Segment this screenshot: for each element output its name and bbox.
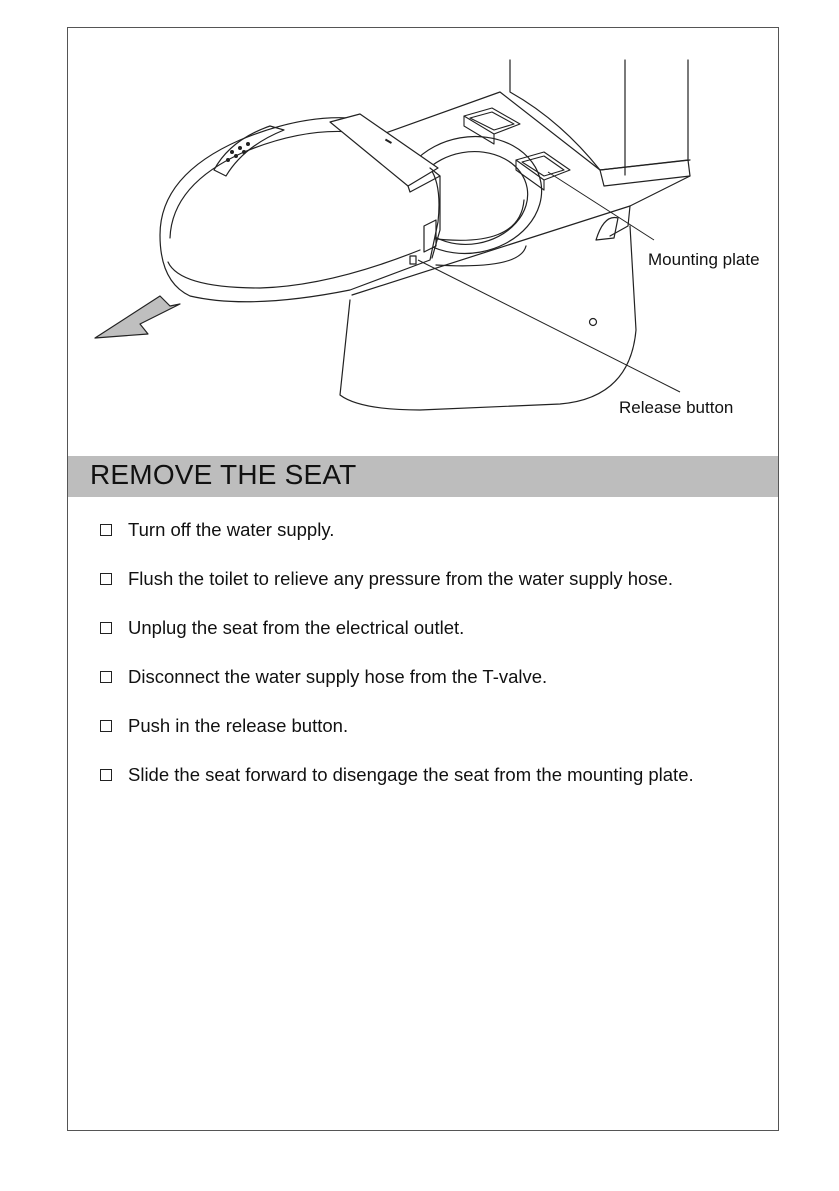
step-text: Slide the seat forward to disengage the seat from the mounting plate. (128, 764, 694, 785)
mounting-plate (464, 108, 570, 190)
callout-leader-lines (418, 172, 680, 392)
callout-mounting-plate: Mounting plate (648, 250, 760, 269)
toilet-seat-removal-illustration (68, 28, 778, 456)
callout-release-button: Release button (619, 398, 734, 417)
step-item (98, 567, 748, 591)
step-item (98, 665, 748, 689)
step-text: Push in the release button. (128, 715, 349, 736)
checkbox-icon (100, 720, 112, 732)
step-list (98, 518, 748, 812)
checkbox-icon (100, 622, 112, 634)
slide-direction-arrow (95, 296, 180, 338)
checkbox-icon (100, 671, 112, 683)
step-text: Unplug the seat from the electrical outlet. (128, 617, 465, 638)
section-header-bar (68, 456, 778, 497)
step-item (98, 518, 748, 542)
step-item (98, 763, 748, 787)
section-title: REMOVE THE SEAT (90, 459, 357, 490)
step-text: Disconnect the water supply hose from the T-valve. (128, 666, 548, 687)
checkbox-icon (100, 769, 112, 781)
toilet-seat-unit (160, 114, 440, 302)
step-item (98, 714, 748, 738)
toilet-tank (510, 60, 690, 186)
checkbox-icon (100, 573, 112, 585)
checkbox-icon (100, 524, 112, 536)
step-text: Turn off the water supply. (128, 519, 335, 540)
step-item (98, 616, 748, 640)
step-text: Flush the toilet to relieve any pressure from the water supply hose. (128, 568, 673, 589)
